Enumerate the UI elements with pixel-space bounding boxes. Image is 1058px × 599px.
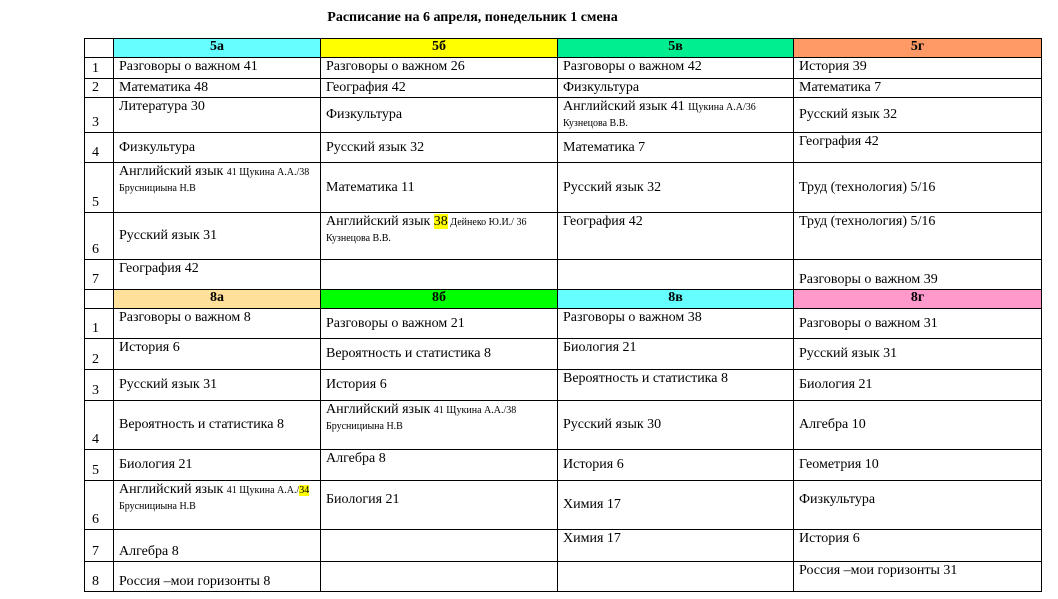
class-header-8g: 8г <box>794 290 1042 309</box>
lesson-number: 1 <box>85 58 114 79</box>
lesson-number: 8 <box>85 562 114 592</box>
lesson-number: 5 <box>85 450 114 481</box>
schedule-table <box>84 38 1042 592</box>
lesson-row <box>85 339 1042 370</box>
lesson-row <box>85 260 1042 290</box>
lesson-cell: История 6 <box>794 530 1042 562</box>
lesson-main: Английский язык <box>119 164 227 179</box>
lesson-row <box>85 481 1042 530</box>
lesson-cell: География 42 <box>114 260 321 290</box>
corner-cell <box>85 39 114 58</box>
lesson-number: 5 <box>85 163 114 213</box>
lesson-number: 6 <box>85 213 114 260</box>
lesson-cell: Биология 21 <box>794 370 1042 401</box>
lesson-cell: Труд (технология) 5/16 <box>794 163 1042 213</box>
lesson-cell: Алгебра 8 <box>114 530 321 562</box>
lesson-cell: Разговоры о важном 42 <box>558 58 794 79</box>
lesson-cell: Русский язык 32 <box>794 98 1042 133</box>
lesson-row <box>85 133 1042 163</box>
lesson-cell: Разговоры о важном 31 <box>794 309 1042 339</box>
lesson-number: 2 <box>85 79 114 98</box>
lesson-number: 4 <box>85 401 114 450</box>
lesson-cell: Труд (технология) 5/16 <box>794 213 1042 260</box>
lesson-cell: Химия 17 <box>558 481 794 530</box>
lesson-row <box>85 163 1042 213</box>
teacher-note: Дейнеко Ю.И./ 36 Кузнецова В.В. <box>326 217 527 244</box>
lesson-cell: Математика 7 <box>794 79 1042 98</box>
lesson-cell: Разговоры о важном 21 <box>321 309 558 339</box>
lesson-cell: Вероятность и статистика 8 <box>321 339 558 370</box>
lesson-cell: Русский язык 32 <box>558 163 794 213</box>
lesson-cell: Русский язык 31 <box>114 370 321 401</box>
lesson-cell: Биология 21 <box>114 450 321 481</box>
header-row-8 <box>85 290 1042 309</box>
lesson-cell: Геометрия 10 <box>794 450 1042 481</box>
lesson-cell: География 42 <box>321 79 558 98</box>
lesson-cell: Физкультура <box>794 481 1042 530</box>
lesson-cell: История 39 <box>794 58 1042 79</box>
class-header-8v: 8в <box>558 290 794 309</box>
lesson-row <box>85 98 1042 133</box>
lesson-cell: Русский язык 31 <box>114 213 321 260</box>
highlight-mark: 34 <box>299 485 310 496</box>
lesson-cell: Разговоры о важном 8 <box>114 309 321 339</box>
lesson-cell <box>321 562 558 592</box>
lesson-cell <box>321 530 558 562</box>
lesson-number: 3 <box>85 98 114 133</box>
corner-cell <box>85 290 114 309</box>
lesson-cell: Русский язык 31 <box>794 339 1042 370</box>
class-header-8a: 8а <box>114 290 321 309</box>
page-title: Расписание на 6 апреля, понедельник 1 смена <box>327 10 618 25</box>
lesson-row <box>85 58 1042 79</box>
lesson-cell: История 6 <box>114 339 321 370</box>
lesson-cell: Физкультура <box>321 98 558 133</box>
lesson-row <box>85 213 1042 260</box>
lesson-number: 7 <box>85 530 114 562</box>
lesson-cell: Химия 17 <box>558 530 794 562</box>
lesson-number: 1 <box>85 309 114 339</box>
lesson-cell: История 6 <box>558 450 794 481</box>
lesson-row <box>85 309 1042 339</box>
lesson-row <box>85 370 1042 401</box>
lesson-cell <box>114 481 321 530</box>
lesson-cell <box>321 401 558 450</box>
class-header-5a: 5а <box>114 39 321 58</box>
class-header-5b: 5б <box>321 39 558 58</box>
lesson-row <box>85 401 1042 450</box>
lesson-number: 7 <box>85 260 114 290</box>
lesson-main: Английский язык <box>119 482 227 497</box>
lesson-cell: Россия –мои горизонты 8 <box>114 562 321 592</box>
lesson-number: 3 <box>85 370 114 401</box>
teacher-note: 41 Щукина А.А./38 Бруснициына Н.В <box>119 167 310 194</box>
class-header-8b: 8б <box>321 290 558 309</box>
lesson-cell <box>114 163 321 213</box>
header-row-5 <box>85 39 1042 58</box>
lesson-cell <box>321 260 558 290</box>
lesson-cell <box>558 98 794 133</box>
lesson-cell: Литература 30 <box>114 98 321 133</box>
lesson-cell: Разговоры о важном 26 <box>321 58 558 79</box>
lesson-cell: Математика 48 <box>114 79 321 98</box>
teacher-note: Щукина А.А/36 Кузнецова В.В. <box>563 102 756 129</box>
lesson-row <box>85 562 1042 592</box>
lesson-cell: Физкультура <box>114 133 321 163</box>
lesson-cell <box>558 260 794 290</box>
teacher-note: 41 Щукина А.А./38 Бруснициына Н.В <box>326 405 517 432</box>
teacher-note: 41 Щукина А.А./ <box>226 485 300 496</box>
lesson-cell: География 42 <box>794 133 1042 163</box>
lesson-cell: Биология 21 <box>321 481 558 530</box>
lesson-cell: Разговоры о важном 39 <box>794 260 1042 290</box>
lesson-cell: Вероятность и статистика 8 <box>558 370 794 401</box>
teacher-note: Бруснициына Н.В <box>119 501 196 512</box>
lesson-cell: Русский язык 32 <box>321 133 558 163</box>
lesson-cell: Биология 21 <box>558 339 794 370</box>
lesson-cell: Разговоры о важном 38 <box>558 309 794 339</box>
lesson-cell: Разговоры о важном 41 <box>114 58 321 79</box>
lesson-cell: Физкультура <box>558 79 794 98</box>
lesson-row <box>85 79 1042 98</box>
lesson-number: 2 <box>85 339 114 370</box>
lesson-cell: Россия –мои горизонты 31 <box>794 562 1042 592</box>
lesson-number: 4 <box>85 133 114 163</box>
lesson-row <box>85 450 1042 481</box>
lesson-cell: Вероятность и статистика 8 <box>114 401 321 450</box>
lesson-cell: География 42 <box>558 213 794 260</box>
lesson-cell: Алгебра 10 <box>794 401 1042 450</box>
lesson-cell: Русский язык 30 <box>558 401 794 450</box>
lesson-cell: Математика 11 <box>321 163 558 213</box>
lesson-cell: Алгебра 8 <box>321 450 558 481</box>
highlight-mark: 38 <box>433 214 448 229</box>
lesson-number: 6 <box>85 481 114 530</box>
lesson-main: Английский язык 41 <box>563 99 689 114</box>
class-header-5v: 5в <box>558 39 794 58</box>
lesson-main: Английский язык <box>326 214 434 229</box>
lesson-cell: Математика 7 <box>558 133 794 163</box>
lesson-cell: История 6 <box>321 370 558 401</box>
lesson-cell <box>321 213 558 260</box>
lesson-row <box>85 530 1042 562</box>
lesson-cell <box>558 562 794 592</box>
lesson-main: Английский язык <box>326 402 434 417</box>
class-header-5g: 5г <box>794 39 1042 58</box>
